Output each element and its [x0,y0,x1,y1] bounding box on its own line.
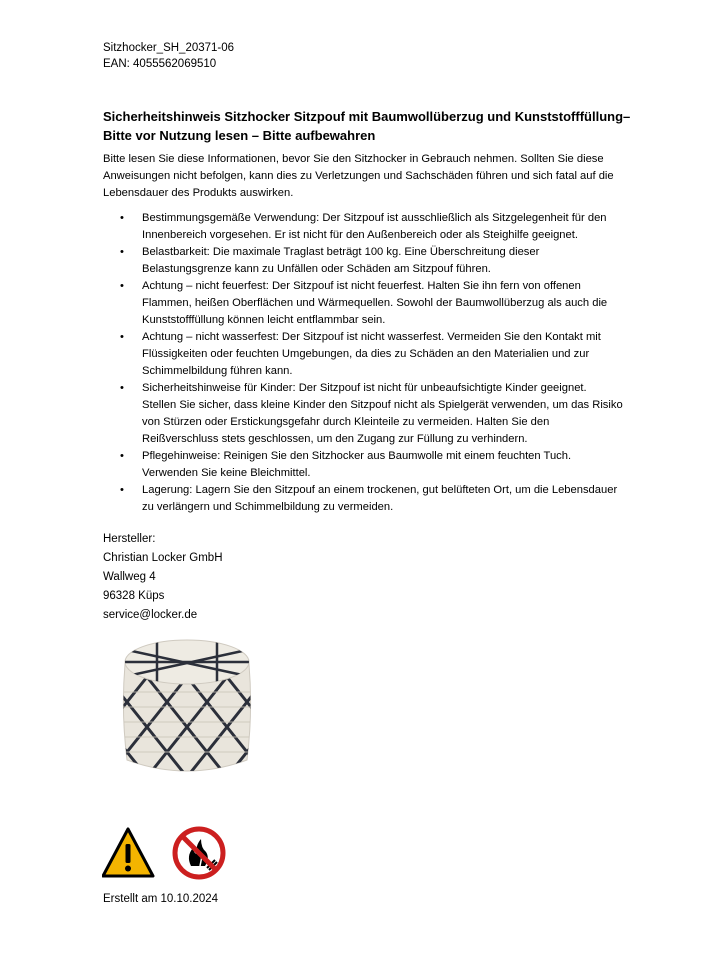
bullet-icon: • [120,246,124,258]
bullet-icon: • [120,331,124,343]
pouf-product-image [117,632,257,782]
list-item-text: Belastbarkeit: Die maximale Traglast beträgt 100 kg. Eine Überschreitung dieser Belastungsgrenze kann zu Unfällen oder Schäden am Sitzpouf führen. [142,246,540,275]
warning-triangle-icon [103,829,153,876]
list-item [103,244,623,278]
manufacturer-email: service@locker.de [103,609,198,621]
list-item-text: Pflegehinweise: Reinigen Sie den Sitzhocker aus Baumwolle mit einem feuchten Tuch. Verwenden Sie keine Bleichmittel. [142,450,572,479]
list-item [103,448,623,482]
list-item-text: Lagerung: Lagern Sie den Sitzpouf an einem trockenen, gut belüfteten Ort, um die Lebensdauer zu verlängern und Schimmelbildung zu vermeiden. [142,484,618,513]
list-item [103,278,623,329]
bullet-icon: • [120,382,124,394]
document-title: Sicherheitshinweis Sitzhocker Sitzpouf mit Baumwollüberzug und Kunststofffüllung– Bitte vor Nutzung lesen – Bitte aufbewahren [103,109,631,143]
manufacturer-heading: Hersteller: [103,533,156,545]
list-item-text: Achtung – nicht wasserfest: Der Sitzpouf ist nicht wasserfest. Vermeiden Sie den Kontakt mit Flüssigkeiten oder feuchten Umgebungen, da dies zu Schäden an den Materialien und zur Schimmelbildung führen kann. [142,331,601,377]
list-item-text: Sicherheitshinweise für Kinder: Der Sitzpouf ist nicht für unbeaufsichtigte Kinder geeignet. Stellen Sie sicher, dass kleine Kinder den Sitzpouf nicht als Spielgerät verwenden, um das Risiko von Stürzen oder Erstickungsgefahr durch Kleinteile zu vermeiden. Halten Sie den Reißverschluss stets geschlossen, um den Zugang zur Füllung zu verhindern. [142,382,623,445]
created-date: Erstellt am 10.10.2024 [103,893,219,905]
list-item-text: Achtung – nicht feuerfest: Der Sitzpouf ist nicht feuerfest. Halten Sie ihn fern von offenen Flammen, heißen Oberflächen und Wärmequellen. Sowohl der Baumwollüberzug als auch die Kunststofffüllung können leicht entflammbar sein. [142,280,608,326]
document-meta [103,40,234,72]
safety-signs [102,826,232,881]
bullet-icon: • [120,484,124,496]
manufacturer-name: Christian Locker GmbH [103,552,223,564]
bullet-icon: • [120,212,124,224]
list-item [103,329,623,380]
safety-list [103,210,623,516]
list-item-text: Bestimmungsgemäße Verwendung: Der Sitzpouf ist ausschließlich als Sitzgelegenheit für den Innenbereich vorgesehen. Er ist nicht für den Außenbereich oder als Steighilfe geeignet. [142,212,607,241]
bullet-icon: • [120,450,124,462]
manufacturer-city: 96328 Küps [103,590,165,602]
intro-paragraph: Bitte lesen Sie diese Informationen, bevor Sie den Sitzhocker in Gebrauch nehmen. Sollten Sie diese Anweisungen nicht befolgen, kann dies zu Verletzungen und Sachschäden führen und sich fatal auf die Lebensdauer des Produkts auswirken. [103,153,614,199]
document-id: Sitzhocker_SH_20371-06 [103,42,235,54]
list-item [103,482,623,516]
manufacturer-block [103,530,223,625]
bullet-icon: • [120,280,124,292]
list-item [103,210,623,244]
manufacturer-street: Wallweg 4 [103,571,156,583]
list-item [103,380,623,448]
no-open-flame-icon [175,829,223,877]
ean-code: EAN: 4055562069510 [103,58,217,70]
